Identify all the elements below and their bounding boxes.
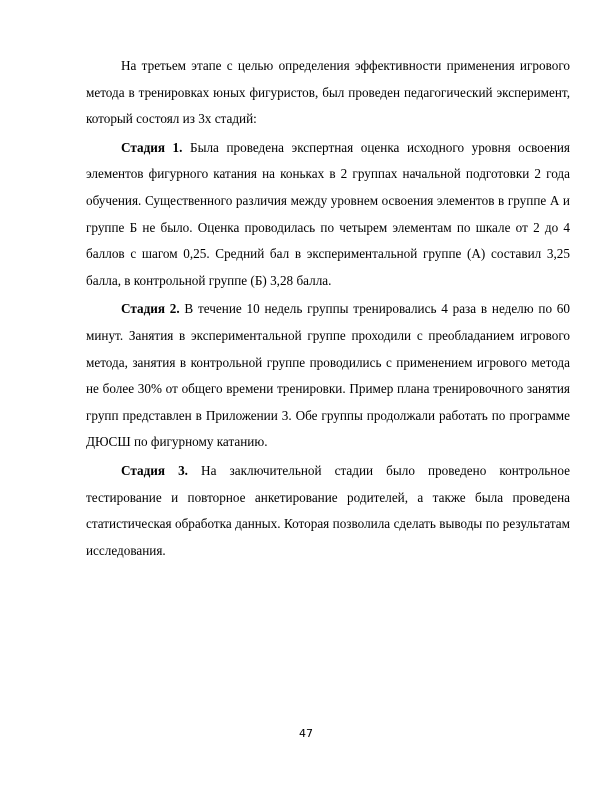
stage-2-text: В течение 10 недель группы тренировались 4 раза в неделю по 60 минут. Занятия в экспериментальной группе проходили с преобладанием игрового метода, занятия в контрольной группе проводились с применением игрового метода не более 30% от общего времени тренировки. Пример плана тренировочного занятия групп представлен в Приложении 3. Обе группы продолжали работать по программе ДЮСШ по фигурному катанию. [86,301,570,450]
stage-2-label: Стадия 2. [121,301,180,317]
stage-3-text: На заключительной стадии было проведено контрольное тестирование и повторное анкетирование родителей, а также была проведена статистическая обработка данных. Которая позволила сделать выводы по результатам исследования. [86,462,570,558]
stage-3-paragraph [86,458,570,564]
stage-1-text: Была проведена экспертная оценка исходного уровня освоения элементов фигурного катания на коньках в 2 группах начальной подготовки 2 года обучения. Существенного различия между уровнем освоения элементов в группе А и группе Б не было. Оценка проводилась по четырем элементам по шкале от 2 до 4 баллов с шагом 0,25. Средний бал в экспериментальной группе (А) составил 3,25 балла, в контрольной группе (Б) 3,28 балла. [86,139,570,288]
stage-1-label: Стадия 1. [121,139,183,155]
stage-2-paragraph [86,296,570,456]
page-number: 47 [299,727,313,740]
stage-3-label: Стадия 3. [121,462,188,478]
body-text [86,53,570,566]
intro-paragraph: На третьем этапе с целью определения эффективности применения игрового метода в тренировках юных фигуристов, был проведен педагогический эксперимент, который состоял из 3х стадий: [86,58,570,127]
stage-1-paragraph [86,135,570,295]
